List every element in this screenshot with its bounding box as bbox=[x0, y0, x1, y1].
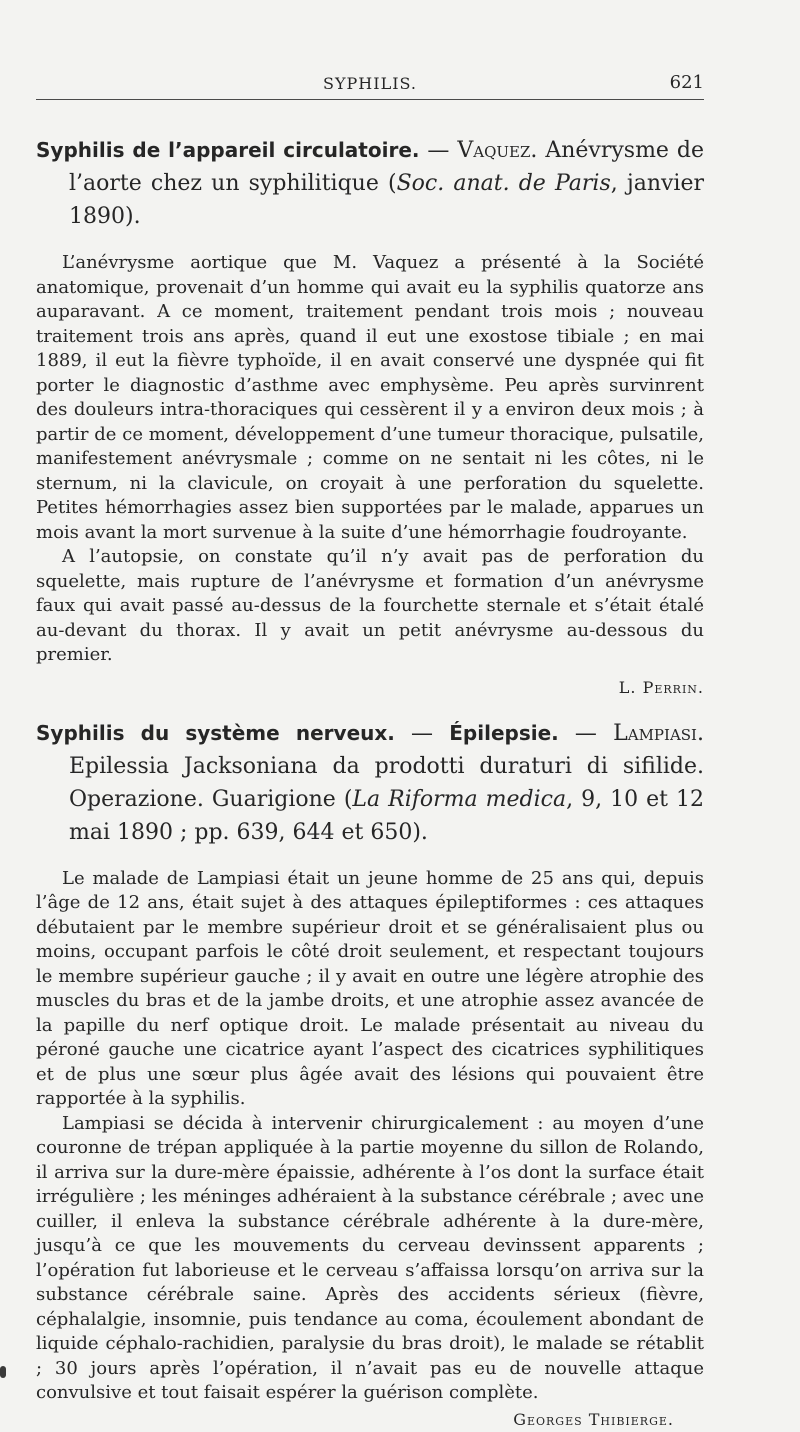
running-header bbox=[36, 68, 704, 96]
heading-source: Soc. anat. de Paris bbox=[397, 171, 611, 196]
heading-date: , 9, 10 et 12 mai 1890 ; pp. 639, 644 et 650). bbox=[69, 787, 704, 845]
heading-title: Anévrysme de l’aorte chez un syphilitique ( bbox=[69, 138, 704, 196]
heading-title: Epilessia Jacksoniana da prodotti duraturi di sifilide. Operazione. Guarigione ( bbox=[69, 754, 704, 812]
paragraph: Le malade de Lampiasi était un jeune homme de 25 ans qui, depuis l’âge de 12 ans, était sujet à des attaques épileptiformes : ces attaques débutaient par le membre supérieur droit et se généralisaient plus ou moins, occupant parfois le côté droit seulement, et respectant toujours le membre supérieur gauche ; il y avait en outre une légère atrophie des muscles du bras et de la jambe droits, et une atrophie assez avancée de la papille du nerf optique droit. Le malade présentait au niveau du péroné gauche une cicatrice ayant l’aspect des cicatrices syphilitiques et de plus une sœur plus âgée avait des lésions qui pouvaient être rapportée à la syphilis. bbox=[36, 867, 704, 1112]
heading-dash: — bbox=[559, 721, 613, 746]
heading-date: , janvier 1890). bbox=[69, 171, 704, 229]
paragraph: A l’autopsie, on constate qu’il n’y avait pas de perforation du squelette, mais rupture de l’anévrysme et formation d’un anévrysme faux qui avait passé au-dessus de la fourchette sternale et s’était étalé au-devant du thorax. Il y avait un petit anévrysme au-dessous du premier. bbox=[36, 545, 704, 668]
heading-author: Vaquez. bbox=[457, 138, 537, 163]
ink-spot bbox=[0, 1366, 6, 1378]
paragraph: L’anévrysme aortique que M. Vaquez a présenté à la Société anatomique, provenait d’un homme qui avait eu la syphilis quatorze ans auparavant. A ce moment, traitement pendant trois mois ; nouveau traitement trois ans après, quand il eut une exostose tibiale ; en mai 1889, il eut la fièvre typhoïde, il en avait conservé une dyspnée qui fit porter le diagnostic d’asthme avec emphysème. Peu après survinrent des douleurs intra-thoraciques qui cessèrent il y a environ deux mois ; à partir de ce moment, développement d’une tumeur thoracique, pulsatile, manifestement anévrysmale ; comme on ne sentait ni les côtes, ni le sternum, ni la clavicule, on croyait à une perforation du squelette. Petites hémorrhagies assez bien supportées par le malade, apparues un mois avant la mort survenue à la suite d’une hémorrhagie foudroyante. bbox=[36, 251, 704, 545]
heading-dash: — bbox=[395, 721, 449, 746]
heading-topic: Épilepsie. bbox=[449, 721, 559, 745]
heading-dash: — bbox=[419, 138, 457, 163]
heading-subject: Syphilis de l’appareil circulatoire. bbox=[36, 138, 419, 162]
author-signature: Georges Thibierge. bbox=[487, 1406, 704, 1432]
article-heading bbox=[36, 717, 704, 849]
running-title: SYPHILIS. bbox=[36, 74, 704, 93]
paragraph-final bbox=[36, 1112, 704, 1406]
paragraph-text: Lampiasi se décida à intervenir chirurgicalement : au moyen d’une couronne de trépan appliquée à la partie moyenne du sillon de Rolando, il arriva sur la dure-mère épaissie, adhérente à l’os dont la surface était irrégulière ; les méninges adhéraient à la substance cérébrale ; avec une cuiller, il enleva la substance cérébrale adhérente à la dure-mère, jusqu’à ce que les mouvements du cerveau devinssent apparents ; l’opération fut laborieuse et le cerveau s’affaissa lorsqu’on arriva sur la substance cérébrale saine. Après des accidents sérieux (fièvre, céphalalgie, insomnie, puis tendance au coma, écoulement abondant de liquide céphalo-rachidien, paralysie du bras droit), le malade se rétablit ; 30 jours après l’opération, il n’avait pas eu de nouvelle attaque convulsive et tout faisait espérer la guérison complète. bbox=[36, 1113, 704, 1404]
heading-author: Lampiasi. bbox=[613, 721, 704, 746]
header-rule bbox=[36, 99, 704, 100]
article-circulatory bbox=[36, 134, 704, 697]
page-number: 621 bbox=[670, 72, 704, 93]
article-nervous bbox=[36, 717, 704, 1406]
author-signature: L. Perrin. bbox=[36, 678, 704, 697]
heading-subject: Syphilis du système nerveux. bbox=[36, 721, 395, 745]
article-heading bbox=[36, 134, 704, 233]
heading-source: La Riforma medica bbox=[352, 787, 566, 812]
